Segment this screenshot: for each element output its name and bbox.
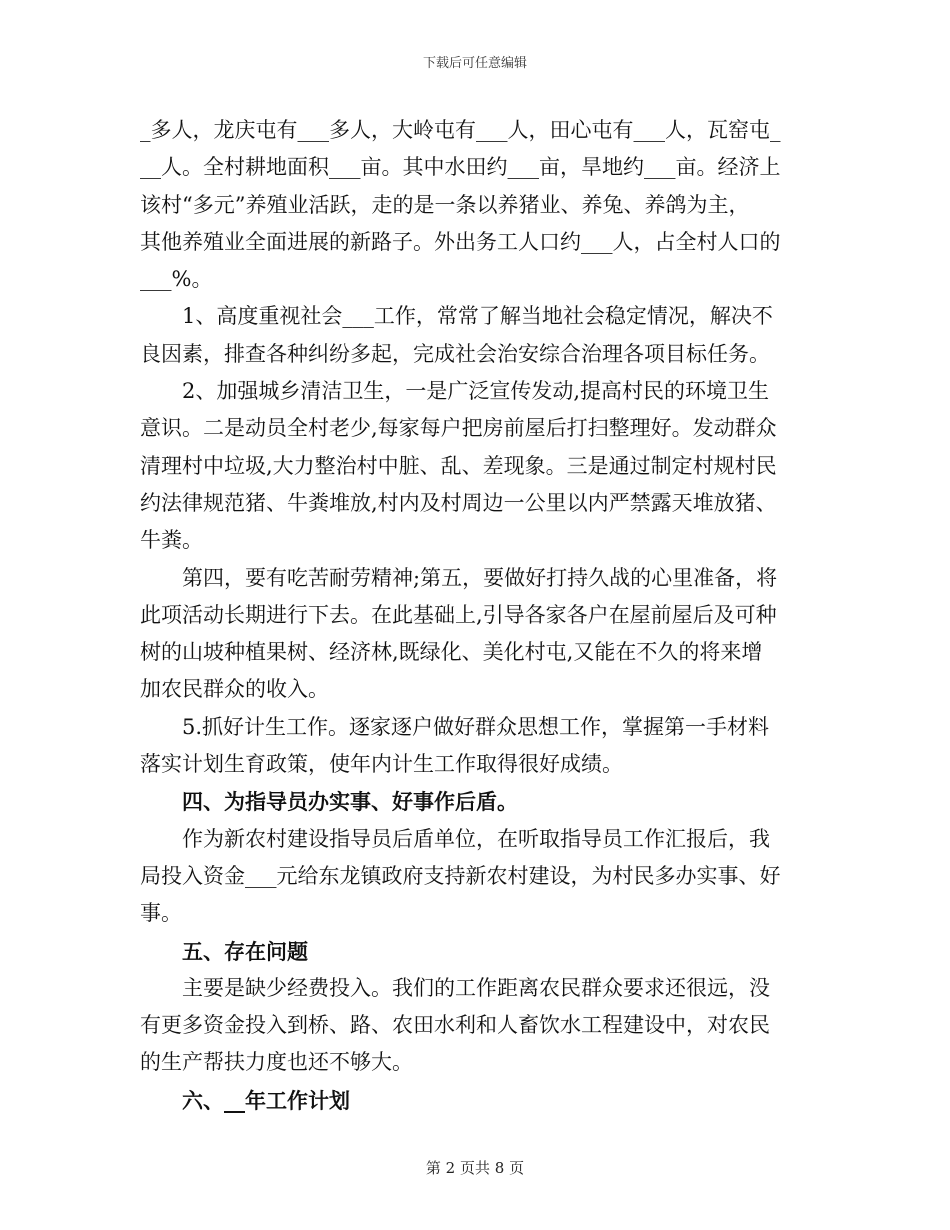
page-header: 下载后可任意编辑 <box>422 56 527 71</box>
body-line: 主要是缺少经费投入。我们的工作距离农民群众要求还很远，没 <box>140 975 770 1000</box>
body-line: 的生产帮扶力度也还不够大。 <box>140 1050 413 1075</box>
body-line: 加农民群众的收入。 <box>140 677 329 702</box>
body-line: 5.抓好计生工作。逐家逐户做好群众思想工作，掌握第一手材料 <box>140 714 770 739</box>
body-line: 良因素，排查各种纠纷多起，完成社会治安综合治理各项目标任务。 <box>140 341 770 366</box>
body-line: _多人，龙庆屯有___多人，大岭屯有___人，田心屯有___人，瓦窑屯_ <box>140 118 781 142</box>
body-line: 约法律规范猪、牛粪堆放,村内及村周边一公里以内严禁露天堆放猪、 <box>140 490 777 515</box>
body-line: 清理村中垃圾,大力整治村中脏、乱、差现象。三是通过制定村规村民 <box>140 453 777 478</box>
body-line: 局投入资金___元给东龙镇政府支持新农村建设，为村民多办实事、好 <box>140 863 781 888</box>
document-body <box>140 112 815 1119</box>
body-line: 2、加强城乡清洁卫生，一是广泛宣传发动,提高村民的环境卫生 <box>140 379 770 404</box>
body-line: 落实计划生育政策，使年内计生工作取得很好成绩。 <box>140 752 623 777</box>
section-heading: 六、__年工作计划 <box>140 1087 350 1113</box>
body-line: 该村“多元”养殖业活跃，走的是一条以养猪业、养兔、养鸽为主， <box>140 192 750 217</box>
page-number: 第 2 页共 8 页 <box>425 1159 525 1177</box>
body-line: 树的山坡种植果树、经济林,既绿化、美化村屯,又能在不久的将来增 <box>140 640 763 665</box>
body-line: 作为新农村建设指导员后盾单位，在听取指导员工作汇报后，我 <box>140 826 770 851</box>
body-line: 其他养殖业全面进展的新路子。外出务工人口约___人，占全村人口的 <box>140 229 781 254</box>
body-line: 意识。二是动员全村老少,每家每户把房前屋后打扫整理好。发动群众 <box>140 416 777 441</box>
section-heading: 五、存在问题 <box>140 938 308 964</box>
section-heading: 四、为指导员办实事、好事作后盾。 <box>140 789 518 815</box>
body-line: 牛粪。 <box>140 528 203 553</box>
body-line: 此项活动长期进行下去。在此基础上,引导各家各户在屋前屋后及可种 <box>140 602 777 627</box>
body-line: __人。全村耕地面积___亩。其中水田约___亩，旱地约___亩。经济上 <box>140 155 781 180</box>
body-line: ___%。 <box>140 267 213 292</box>
body-line: 事。 <box>140 901 182 926</box>
body-line: 第四，要有吃苦耐劳精神;第五，要做好打持久战的心里准备，将 <box>140 565 778 590</box>
body-line: 1、高度重视社会___工作，常常了解当地社会稳定情况，解决不 <box>140 304 773 329</box>
body-line: 有更多资金投入到桥、路、农田水利和人畜饮水工程建设中，对农民 <box>140 1013 770 1038</box>
